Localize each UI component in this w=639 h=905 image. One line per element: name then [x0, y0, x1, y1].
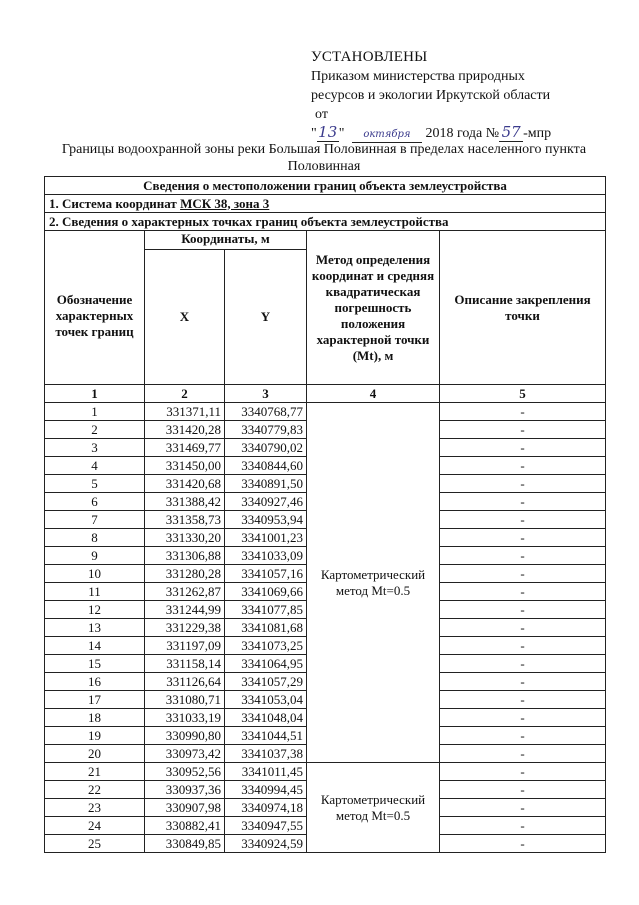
point-description: -: [440, 727, 606, 745]
method-cell: Картометрический метод Mt=0.5: [307, 403, 440, 763]
coord-y: 3340974,18: [225, 799, 307, 817]
coord-y: 3341001,23: [225, 529, 307, 547]
point-description: -: [440, 475, 606, 493]
point-description: -: [440, 565, 606, 583]
col-x-header: X: [145, 250, 225, 385]
approval-line-1: Приказом министерства природных: [311, 69, 525, 84]
point-description: -: [440, 673, 606, 691]
col-point-header: Обозначение характерных точек границ: [45, 231, 145, 385]
points-section-row: [45, 213, 606, 231]
point-description: -: [440, 691, 606, 709]
coord-x: 331306,88: [145, 547, 225, 565]
point-number: 5: [45, 475, 145, 493]
point-description: -: [440, 547, 606, 565]
coord-y: 3340994,45: [225, 781, 307, 799]
point-number: 11: [45, 583, 145, 601]
section-title: Сведения о местоположении границ объекта землеустройства: [45, 177, 606, 195]
points-section-title: 2. Сведения о характерных точках границ объекта землеустройства: [45, 213, 606, 231]
coord-y: 3341077,85: [225, 601, 307, 619]
coord-y: 3340891,50: [225, 475, 307, 493]
coord-y: 3340953,94: [225, 511, 307, 529]
coord-x: 330973,42: [145, 745, 225, 763]
coord-x: 330937,36: [145, 781, 225, 799]
point-number: 14: [45, 637, 145, 655]
coord-y: 3341069,66: [225, 583, 307, 601]
point-number: 13: [45, 619, 145, 637]
coord-x: 330952,56: [145, 763, 225, 781]
coord-system: [45, 195, 606, 213]
coord-x: 331126,64: [145, 673, 225, 691]
coord-y: 3340924,59: [225, 835, 307, 853]
point-number: 17: [45, 691, 145, 709]
coord-y: 3340768,77: [225, 403, 307, 421]
col-y-header: Y: [225, 250, 307, 385]
point-description: -: [440, 511, 606, 529]
coord-x: 331371,11: [145, 403, 225, 421]
coord-x: 331358,73: [145, 511, 225, 529]
point-description: -: [440, 529, 606, 547]
quote-close: ": [338, 126, 345, 141]
approval-day-field: [317, 125, 339, 142]
point-description: -: [440, 601, 606, 619]
point-description: -: [440, 835, 606, 853]
point-number: 7: [45, 511, 145, 529]
approval-suffix: -мпр: [523, 126, 552, 141]
point-number: 6: [45, 493, 145, 511]
coord-x: 331420,28: [145, 421, 225, 439]
section-title-row: [45, 177, 606, 195]
coord-y: 3341057,16: [225, 565, 307, 583]
point-number: 4: [45, 457, 145, 475]
point-number: 19: [45, 727, 145, 745]
coord-x: 330849,85: [145, 835, 225, 853]
point-number: 1: [45, 403, 145, 421]
coord-x: 331197,09: [145, 637, 225, 655]
coord-x: 331080,71: [145, 691, 225, 709]
point-description: -: [440, 493, 606, 511]
coord-x: 330882,41: [145, 817, 225, 835]
col-number: 3: [225, 385, 307, 403]
point-number: 10: [45, 565, 145, 583]
approval-day: 13: [318, 123, 338, 141]
coord-x: 330907,98: [145, 799, 225, 817]
point-number: 25: [45, 835, 145, 853]
coord-y: 3341037,38: [225, 745, 307, 763]
approval-block: [311, 48, 631, 143]
point-number: 22: [45, 781, 145, 799]
col-desc-header: Описание закрепления точки: [440, 231, 606, 385]
column-numbers-row: [45, 385, 606, 403]
table-row: [45, 403, 606, 421]
table-row: [45, 763, 606, 781]
method-cell: Картометрический метод Mt=0.5: [307, 763, 440, 853]
point-number: 15: [45, 655, 145, 673]
coord-y: 3340844,60: [225, 457, 307, 475]
point-number: 20: [45, 745, 145, 763]
approval-number: 57: [501, 123, 521, 141]
point-description: -: [440, 781, 606, 799]
point-description: -: [440, 421, 606, 439]
approval-title: УСТАНОВЛЕНЫ: [311, 49, 428, 65]
coord-y: 3341048,04: [225, 709, 307, 727]
coord-x: 331388,42: [145, 493, 225, 511]
point-number: 3: [45, 439, 145, 457]
point-description: -: [440, 403, 606, 421]
coord-x: 331262,87: [145, 583, 225, 601]
point-description: -: [440, 799, 606, 817]
boundary-table: [44, 176, 606, 853]
col-method-header: Метод определения координат и средняя квадратическая погрешность положения характерной точки (Mt), м: [307, 231, 440, 385]
coord-y: 3341064,95: [225, 655, 307, 673]
approval-year: 2018 года №: [425, 126, 500, 141]
coord-x: 331033,19: [145, 709, 225, 727]
coord-x: 331229,38: [145, 619, 225, 637]
coord-y: 3341057,29: [225, 673, 307, 691]
coord-x: 331280,28: [145, 565, 225, 583]
point-description: -: [440, 709, 606, 727]
header-row-1: [45, 231, 606, 250]
point-description: -: [440, 637, 606, 655]
point-number: 18: [45, 709, 145, 727]
coord-x: 331450,00: [145, 457, 225, 475]
col-number: 2: [145, 385, 225, 403]
coord-y: 3341033,09: [225, 547, 307, 565]
point-number: 24: [45, 817, 145, 835]
approval-month: октября: [363, 129, 411, 140]
point-number: 2: [45, 421, 145, 439]
coord-x: 331469,77: [145, 439, 225, 457]
point-description: -: [440, 817, 606, 835]
point-description: -: [440, 745, 606, 763]
coord-y: 3341011,45: [225, 763, 307, 781]
coord-system-value: МСК 38, зона 3: [180, 195, 270, 211]
coord-y: 3340947,55: [225, 817, 307, 835]
col-number: 1: [45, 385, 145, 403]
coord-y: 3340790,02: [225, 439, 307, 457]
coord-x: 330990,80: [145, 727, 225, 745]
coord-y: 3340927,46: [225, 493, 307, 511]
point-number: 16: [45, 673, 145, 691]
approval-line-2: ресурсов и экологии Иркутской области: [311, 88, 551, 103]
coord-y: 3341044,51: [225, 727, 307, 745]
point-description: -: [440, 619, 606, 637]
point-description: -: [440, 655, 606, 673]
point-number: 9: [45, 547, 145, 565]
point-description: -: [440, 457, 606, 475]
point-number: 8: [45, 529, 145, 547]
coord-x: 331244,99: [145, 601, 225, 619]
coord-x: 331420,68: [145, 475, 225, 493]
coord-y: 3341081,68: [225, 619, 307, 637]
coord-y: 3341073,25: [225, 637, 307, 655]
coord-y: 3341053,04: [225, 691, 307, 709]
point-number: 21: [45, 763, 145, 781]
coord-y: 3340779,83: [225, 421, 307, 439]
coord-system-prefix: 1. Система координат: [49, 195, 181, 211]
approval-number-field: [499, 125, 523, 142]
point-number: 12: [45, 601, 145, 619]
col-number: 5: [440, 385, 606, 403]
point-description: -: [440, 763, 606, 781]
coord-x: 331330,20: [145, 529, 225, 547]
coord-system-row: [45, 195, 606, 213]
point-description: -: [440, 439, 606, 457]
approval-from: от: [315, 107, 328, 122]
document-title: Границы водоохранной зоны реки Большая Половинная в пределах населенного пункта Половинная: [61, 142, 587, 174]
point-number: 23: [45, 799, 145, 817]
col-coords-header: Координаты, м: [145, 231, 307, 250]
point-description: -: [440, 583, 606, 601]
coord-x: 331158,14: [145, 655, 225, 673]
col-number: 4: [307, 385, 440, 403]
quote-open: ": [311, 126, 317, 141]
